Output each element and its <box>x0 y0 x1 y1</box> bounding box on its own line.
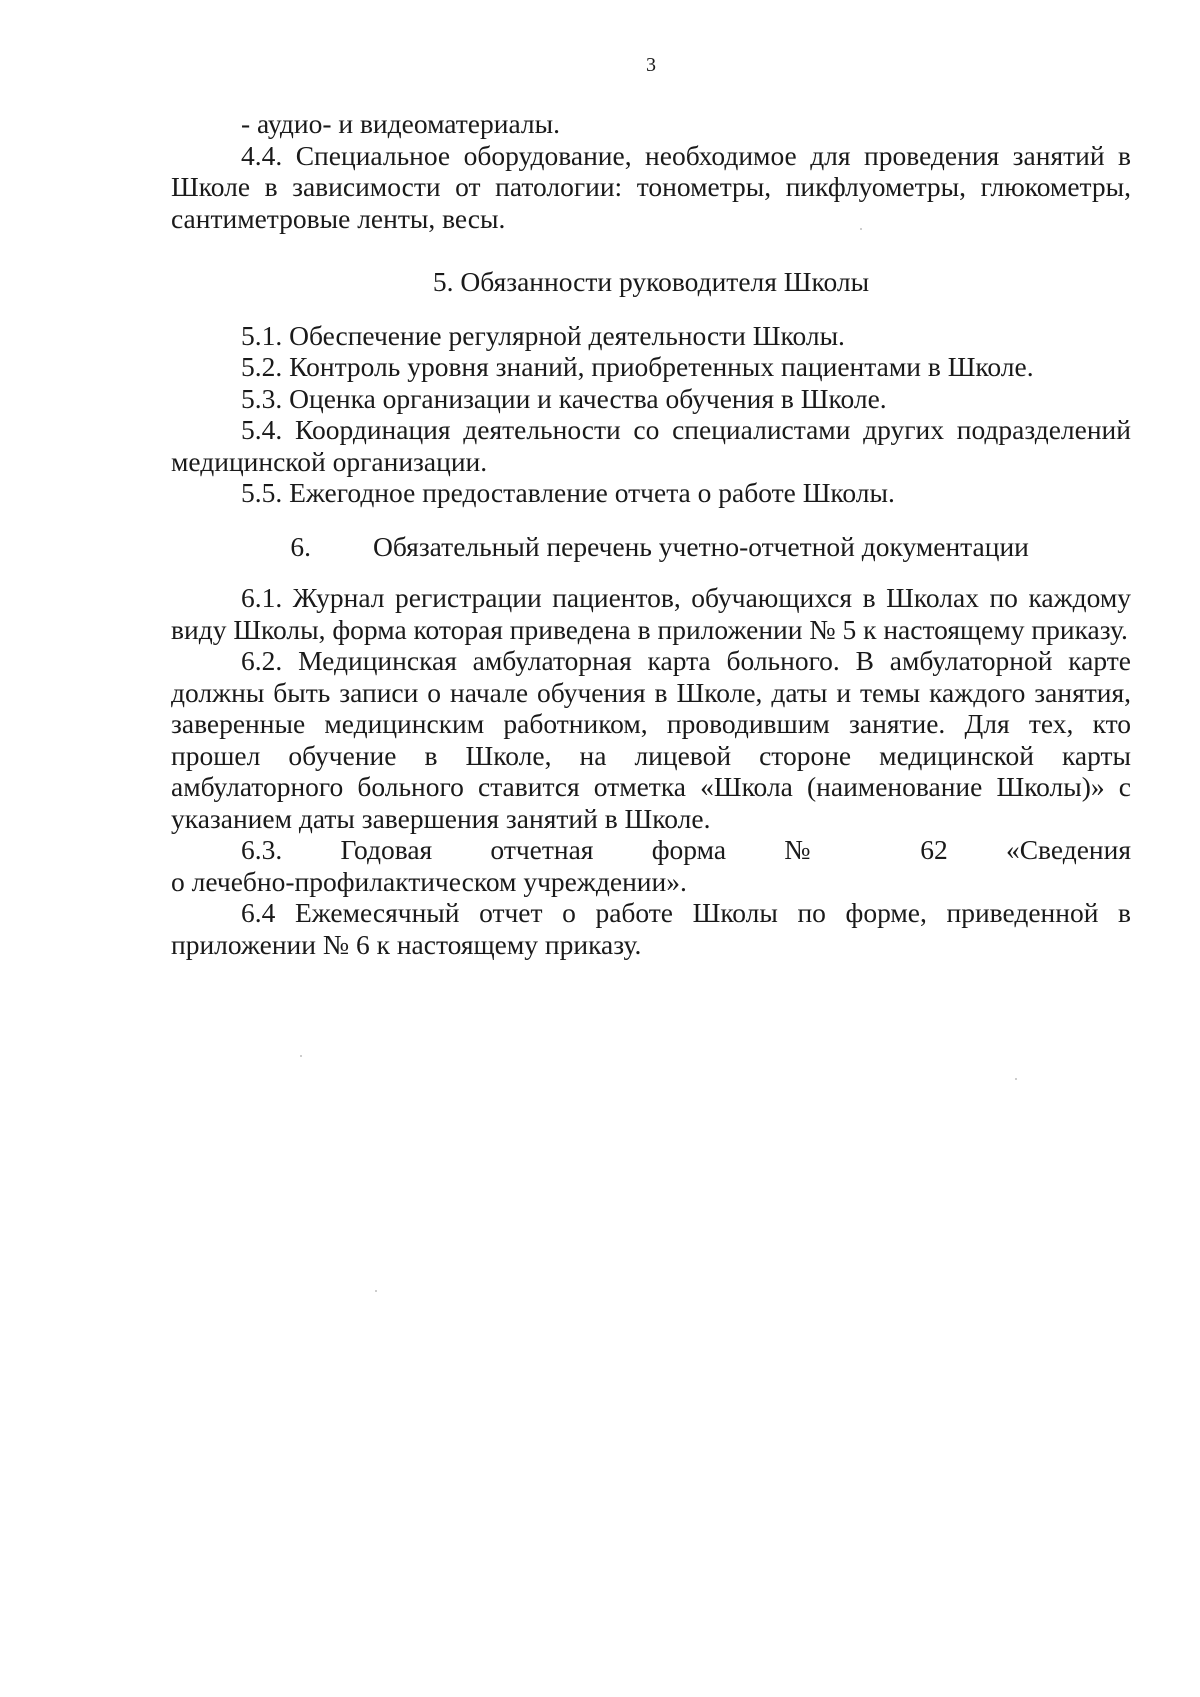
scan-speck <box>1015 1078 1017 1080</box>
paragraph-5-2: 5.2. Контроль уровня знаний, приобретенных пациентами в Школе. <box>241 351 1034 382</box>
section-5-heading: 5. Обязанности руководителя Школы <box>432 266 870 297</box>
scan-speck <box>300 1055 302 1057</box>
paragraph-6-3-line2: о лечебно-профилактическом учреждении». <box>171 865 687 897</box>
paragraph-6-2: 6.2. Медицинская амбулаторная карта больного. В амбулаторной карте должны быть записи о начале обучения в Школе, даты и темы каждого занятия, заверенные медицинским работником, проводившим занятие. Для тех, кто прошел обучение в Школе, на лицевой стороне медицинской карты амбулаторного больного ставится отметка «Школа (наименование Школы)» с указанием даты завершения занятий в Школе. <box>171 645 1131 834</box>
paragraph-5-3: 5.3. Оценка организации и качества обучения в Школе. <box>241 382 887 414</box>
page-number: 3 <box>646 54 656 76</box>
paragraph-5-1: 5.1. Обеспечение регулярной деятельности Школы. <box>241 319 845 351</box>
paragraph-4-4: 4.4. Специальное оборудование, необходимое для проведения занятий в Школе в зависимости от патологии: тонометры, пикфлуометры, глюкометры, сантиметровые ленты, весы. <box>171 139 1131 234</box>
section-6-number: 6. <box>290 530 311 562</box>
paragraph-6-1: 6.1. Журнал регистрации пациентов, обучающихся в Школах по каждому виду Школы, форма которая приведена в приложении № 5 к настоящему приказу. <box>171 582 1131 645</box>
document-body <box>171 108 1131 960</box>
paragraph-audio-video: - аудио- и видеоматериалы. <box>241 108 560 139</box>
paragraph-5-4: 5.4. Координация деятельности со специалистами других подразделений медицинской организации. <box>171 414 1131 477</box>
scan-speck <box>860 228 862 230</box>
section-6-heading <box>171 531 1131 563</box>
section-6-title: Обязательный перечень учетно-отчетной документации <box>373 530 1029 562</box>
paragraph-6-4: 6.4 Ежемесячный отчет о работе Школы по форме, приведенной в приложении № 6 к настоящему приказу. <box>171 897 1131 960</box>
paragraph-5-5: 5.5. Ежегодное предоставление отчета о работе Школы. <box>241 477 895 508</box>
paragraph-6-3-line1: 6.3. Годовая отчетная форма № 62 «Сведения <box>241 834 1131 865</box>
scan-speck <box>375 1290 377 1292</box>
